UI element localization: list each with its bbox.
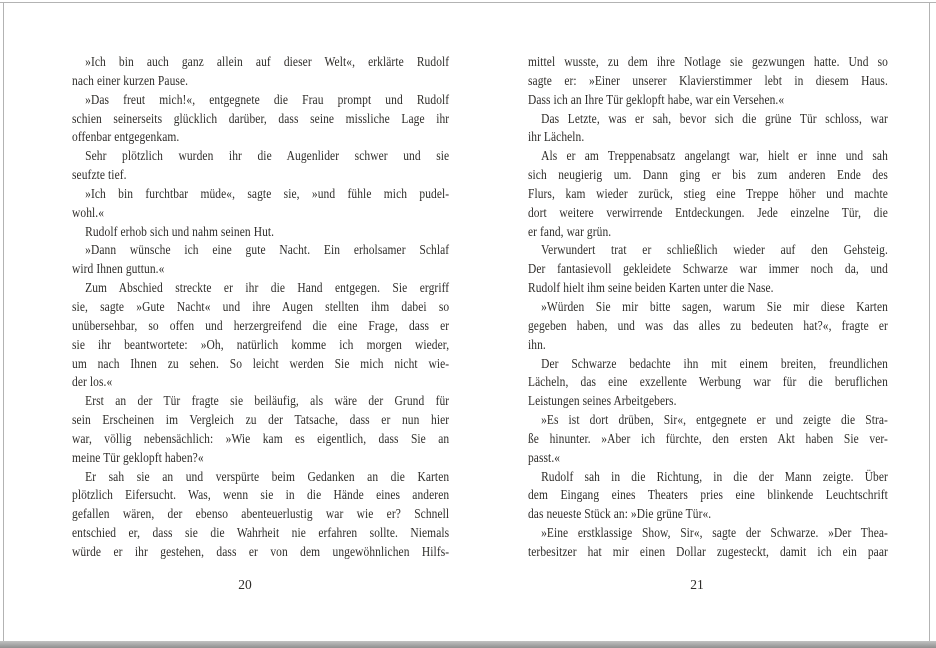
text-line: mittel wusste, zu dem ihre Notlage sie gezwungen hatte. Und so xyxy=(528,55,888,70)
text-line: seufzte tief. xyxy=(72,168,127,184)
text-line: Rudolf erhob sich und nahm seinen Hut. xyxy=(85,224,275,240)
page-number-right: 21 xyxy=(690,577,704,592)
text-line: Rudolf sah in die Richtung, in die der Mann zeigte. Über xyxy=(541,469,888,485)
text-line: »Es ist dort drüben, Sir«, entgegnete er und zeigte die Stra- xyxy=(541,413,888,429)
text-line: sie, sagte »Gute Nacht« und ihre Augen stellten ihm dabei so xyxy=(72,299,450,315)
text-line: sie ihr beantwortete: »Oh, natürlich komme ich morgen wieder, xyxy=(72,337,450,353)
text-line: ße hinunter. »Aber ich fürchte, den ersten Akt haben Sie ver- xyxy=(528,431,888,447)
text-line: Verwundert trat er schließlich wieder auf den Gehsteig. xyxy=(541,243,888,259)
page-20-text-block xyxy=(72,54,449,563)
text-line: plötzlich Eifersucht. Was, wenn sie in die Hände eines anderen xyxy=(72,488,450,504)
text-line: sich neugierig um. Dann ging er bis zum anderen Ende des xyxy=(528,168,888,184)
text-line: entschied er, dass sie die Wahrheit nie erfahren sollte. Niemals xyxy=(72,526,450,542)
text-line: würde er ihr gestehen, dass er von dem ungewöhnlichen Hilfs- xyxy=(72,544,450,560)
text-line: schien seinerseits glücklich darüber, dass seine missliche Lage ihr xyxy=(72,111,450,127)
text-line: Sehr plötzlich wurden ihr die Augenlider schwer und sie xyxy=(85,149,450,165)
text-line: Dass ich an Ihre Tür geklopft habe, war ein Versehen.« xyxy=(528,92,785,108)
text-line: gegeben haben, und was das alles zu bedeuten hat?«, fragte er xyxy=(528,318,888,334)
text-line: dem Eingang eines Theaters pries eine blinkende Leuchtschrift xyxy=(528,488,888,504)
text-line: das neueste Stück an: »Die grüne Tür«. xyxy=(528,507,712,523)
page-21-text-block xyxy=(528,54,888,563)
text-line: war, völlig nebensächlich: »Wie kam es eigentlich, dass Sie an xyxy=(72,431,450,447)
text-line: »Das freut mich!«, entgegnete die Frau prompt und Rudolf xyxy=(85,92,450,108)
text-line: passt.« xyxy=(528,450,561,466)
text-line: dort weitere verwirrende Entdeckungen. Jede einzelne Tür, die xyxy=(528,205,888,221)
text-line: Erst an der Tür fragte sie beiläufig, als wäre der Grund für xyxy=(85,394,450,410)
text-line: »Ich bin furchtbar müde«, sagte sie, »und fühle mich pudel- xyxy=(85,186,450,202)
page-edge-left xyxy=(3,2,4,642)
text-line: Das Letzte, was er sah, bevor sich die grüne Tür schloss, war xyxy=(541,111,888,127)
text-line: sein Erscheinen im Vergleich zu der Tatsache, dass er nun hier xyxy=(72,413,450,429)
text-line: nach einer kurzen Pause. xyxy=(72,73,189,89)
text-line: gefallen wären, der ebenso abenteuerlustig war wie er? Schnell xyxy=(72,507,450,523)
text-line: »Ich bin auch ganz allein auf dieser Welt«, erklärte Rudolf xyxy=(85,55,450,70)
text-line: um nach Ihnen zu sehen. So leicht werden Sie mich nicht wie- xyxy=(72,356,450,372)
text-line: Lächeln, das eine exzellente Werbung war für die beruflichen xyxy=(528,375,888,391)
text-line: Flurs, kam wieder zurück, stieg eine Treppe höher und machte xyxy=(528,186,888,202)
text-line: offenbar entgegenkam. xyxy=(72,130,180,146)
page-number-left: 20 xyxy=(238,577,252,592)
text-line: Als er am Treppenabsatz angelangt war, hielt er inne und sah xyxy=(541,149,888,165)
page-edge-right xyxy=(929,2,930,642)
text-line: ihr Lächeln. xyxy=(528,130,585,146)
text-line: Leistungen seines Arbeitgebers. xyxy=(528,394,677,410)
text-line: terbesitzer hat mir einen Dollar zugesteckt, damit ich ein paar xyxy=(528,544,888,560)
text-line: Er sah sie an und verspürte beim Gedanken an die Karten xyxy=(85,469,450,485)
text-line: er fand, war grün. xyxy=(528,224,612,240)
text-line: der los.« xyxy=(72,375,113,391)
text-line: Zum Abschied streckte er ihr die Hand entgegen. Sie ergriff xyxy=(85,281,450,297)
page-edge-top xyxy=(0,2,936,3)
text-line: meine Tür geklopft haben?« xyxy=(72,450,204,466)
text-line: »Dann wünsche ich eine gute Nacht. Ein erholsamer Schlaf xyxy=(85,243,450,259)
text-line: »Eine erstklassige Show, Sir«, sagte der Schwarze. »Der Thea- xyxy=(541,526,888,542)
text-line: wohl.« xyxy=(72,205,105,221)
text-line: ihn. xyxy=(528,337,546,353)
text-line: »Würden Sie mir bitte sagen, warum Sie mir diese Karten xyxy=(541,299,888,315)
text-line: sagte er: »Einer unserer Klavierstimmer lebt in diesem Haus. xyxy=(528,73,888,89)
text-line: Rudolf hielt ihm seine beiden Karten unter die Nase. xyxy=(528,281,774,297)
text-line: unübersehbar, so offen und herzergreifend die eine Frage, dass er xyxy=(72,318,450,334)
text-line: wird Ihnen guttun.« xyxy=(72,262,165,278)
text-line: Der Schwarze bedachte ihn mit einem breiten, freundlichen xyxy=(541,356,888,372)
text-line: Der fantasievoll gekleidete Schwarze war immer noch da, und xyxy=(528,262,888,278)
page-edge-bottom-shadow xyxy=(0,641,936,648)
